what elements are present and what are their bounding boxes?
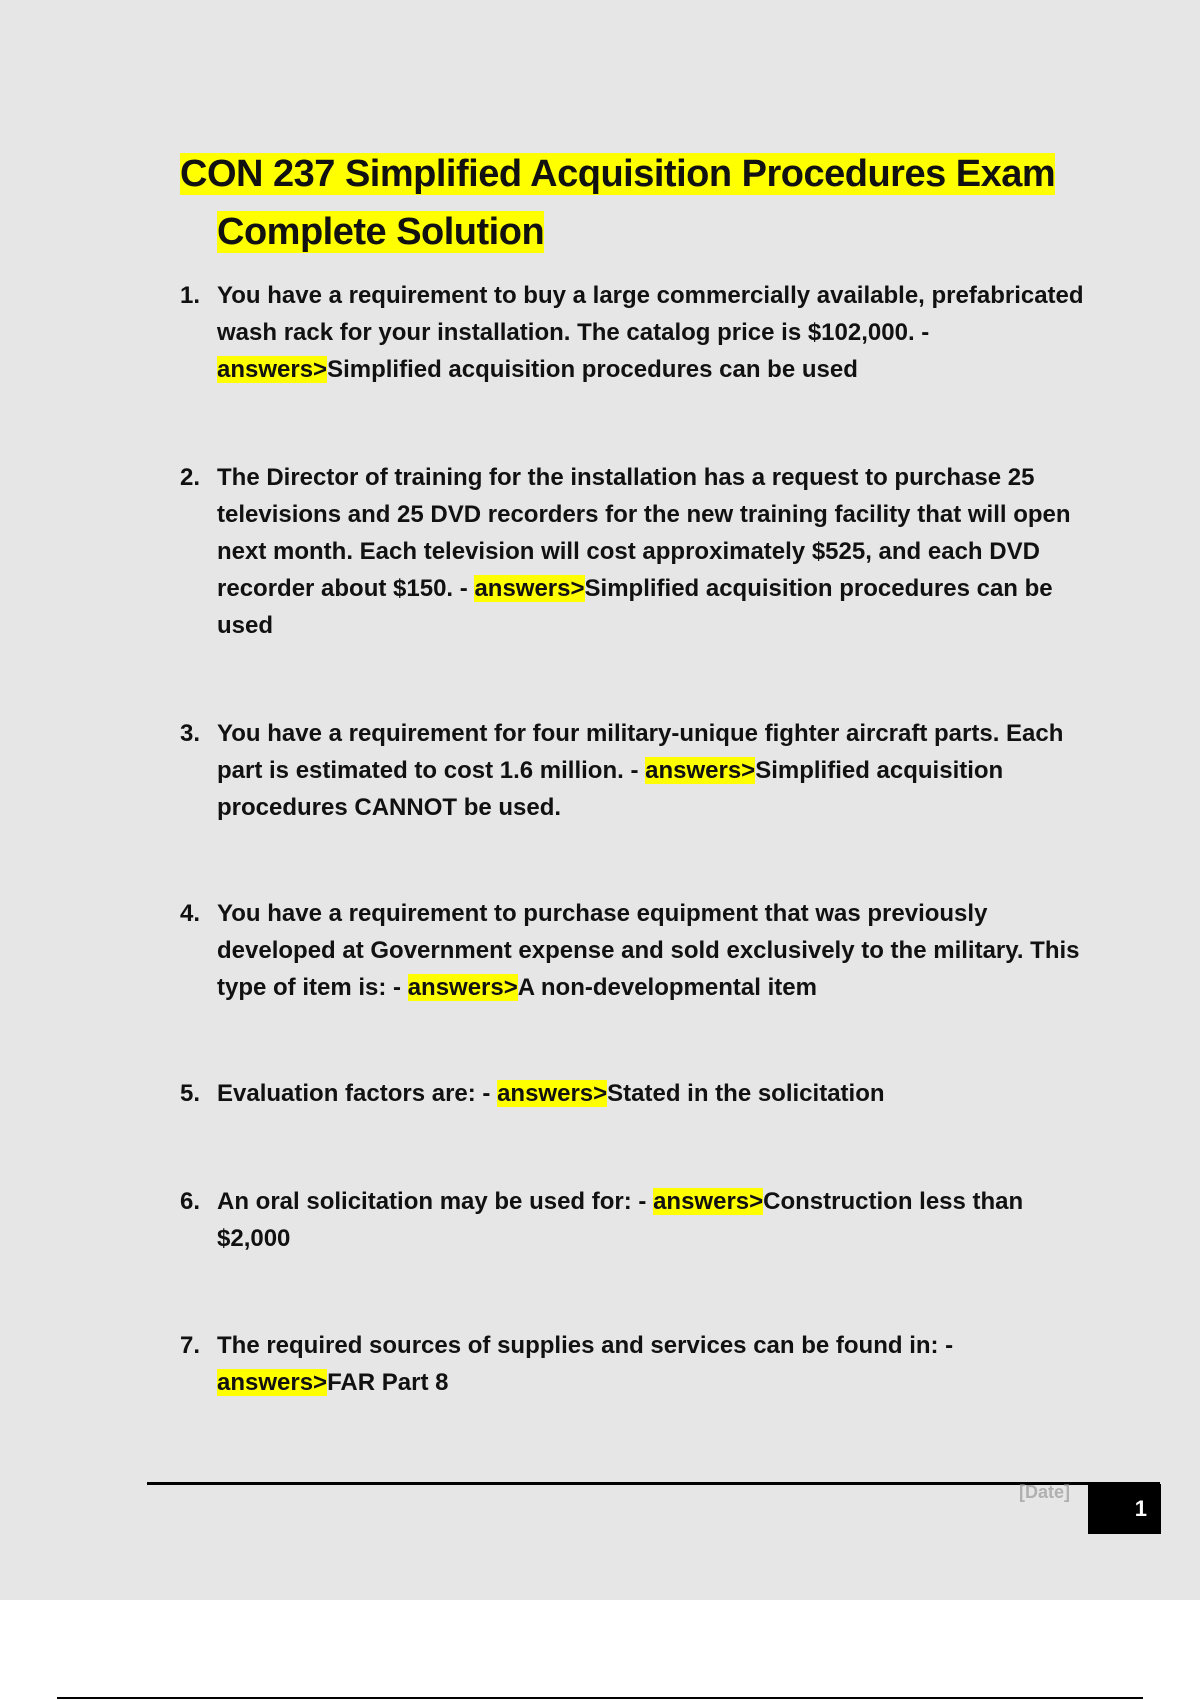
question-number: 4. [180, 900, 201, 927]
answer-marker: answers> [645, 757, 756, 784]
question-item [180, 1183, 1100, 1257]
question-item [180, 277, 1100, 388]
question-answer: Simplified acquisition procedures CANNOT be used. [217, 757, 1004, 821]
answer-marker: answers> [474, 575, 585, 602]
question-answer: Stated in the solicitation [607, 1080, 885, 1107]
question-item [180, 1075, 1100, 1112]
footer-divider [147, 1482, 1160, 1485]
question-number: 6. [180, 1188, 201, 1215]
question-prompt: The required sources of supplies and services can be found in: - [217, 1332, 954, 1359]
question-answer: Construction less than $2,000 [217, 1188, 1024, 1252]
title-line-2: Complete Solution [217, 211, 545, 253]
question-number: 5. [180, 1080, 201, 1107]
question-prompt: The Director of training for the installation has a request to purchase 25 televisions and 25 DVD recorders for the new training facility that will open next month. Each television will cost approximately $525, and each DVD recorder about $150. - [217, 464, 1071, 602]
answer-marker: answers> [653, 1188, 764, 1215]
question-item [180, 459, 1100, 644]
answer-marker: answers> [217, 356, 328, 383]
page-number: 1 [1088, 1484, 1161, 1534]
question-answer: Simplified acquisition procedures can be used [327, 356, 858, 383]
question-prompt: You have a requirement to buy a large commercially available, prefabricated wash rack for your installation. The catalog price is $102,000. - [217, 282, 1084, 346]
question-prompt: Evaluation factors are: - [217, 1080, 498, 1107]
question-prompt: You have a requirement for four military-unique fighter aircraft parts. Each part is estimated to cost 1.6 million. - [217, 720, 1064, 784]
title-line-1: CON 237 Simplified Acquisition Procedures Exam [180, 153, 1056, 195]
question-item [180, 715, 1100, 826]
question-number: 3. [180, 720, 201, 747]
question-prompt: An oral solicitation may be used for: - [217, 1188, 654, 1215]
question-item [180, 1327, 1100, 1401]
question-answer: A non-developmental item [517, 974, 817, 1001]
question-item [180, 895, 1100, 1006]
question-number: 7. [180, 1332, 201, 1359]
question-answer: FAR Part 8 [327, 1369, 449, 1396]
question-number: 1. [180, 282, 201, 309]
question-answer: Simplified acquisition procedures can be used [217, 575, 1053, 639]
answer-marker: answers> [407, 974, 518, 1001]
question-prompt: You have a requirement to purchase equipment that was previously developed at Government expense and sold exclusively to the military. This type of item is: - [217, 900, 1080, 1001]
next-page-divider [57, 1697, 1143, 1699]
footer-date: [Date] [1018, 1482, 1070, 1502]
answer-marker: answers> [497, 1080, 608, 1107]
answer-marker: answers> [217, 1369, 328, 1396]
question-number: 2. [180, 464, 201, 491]
document-title [180, 145, 1100, 261]
